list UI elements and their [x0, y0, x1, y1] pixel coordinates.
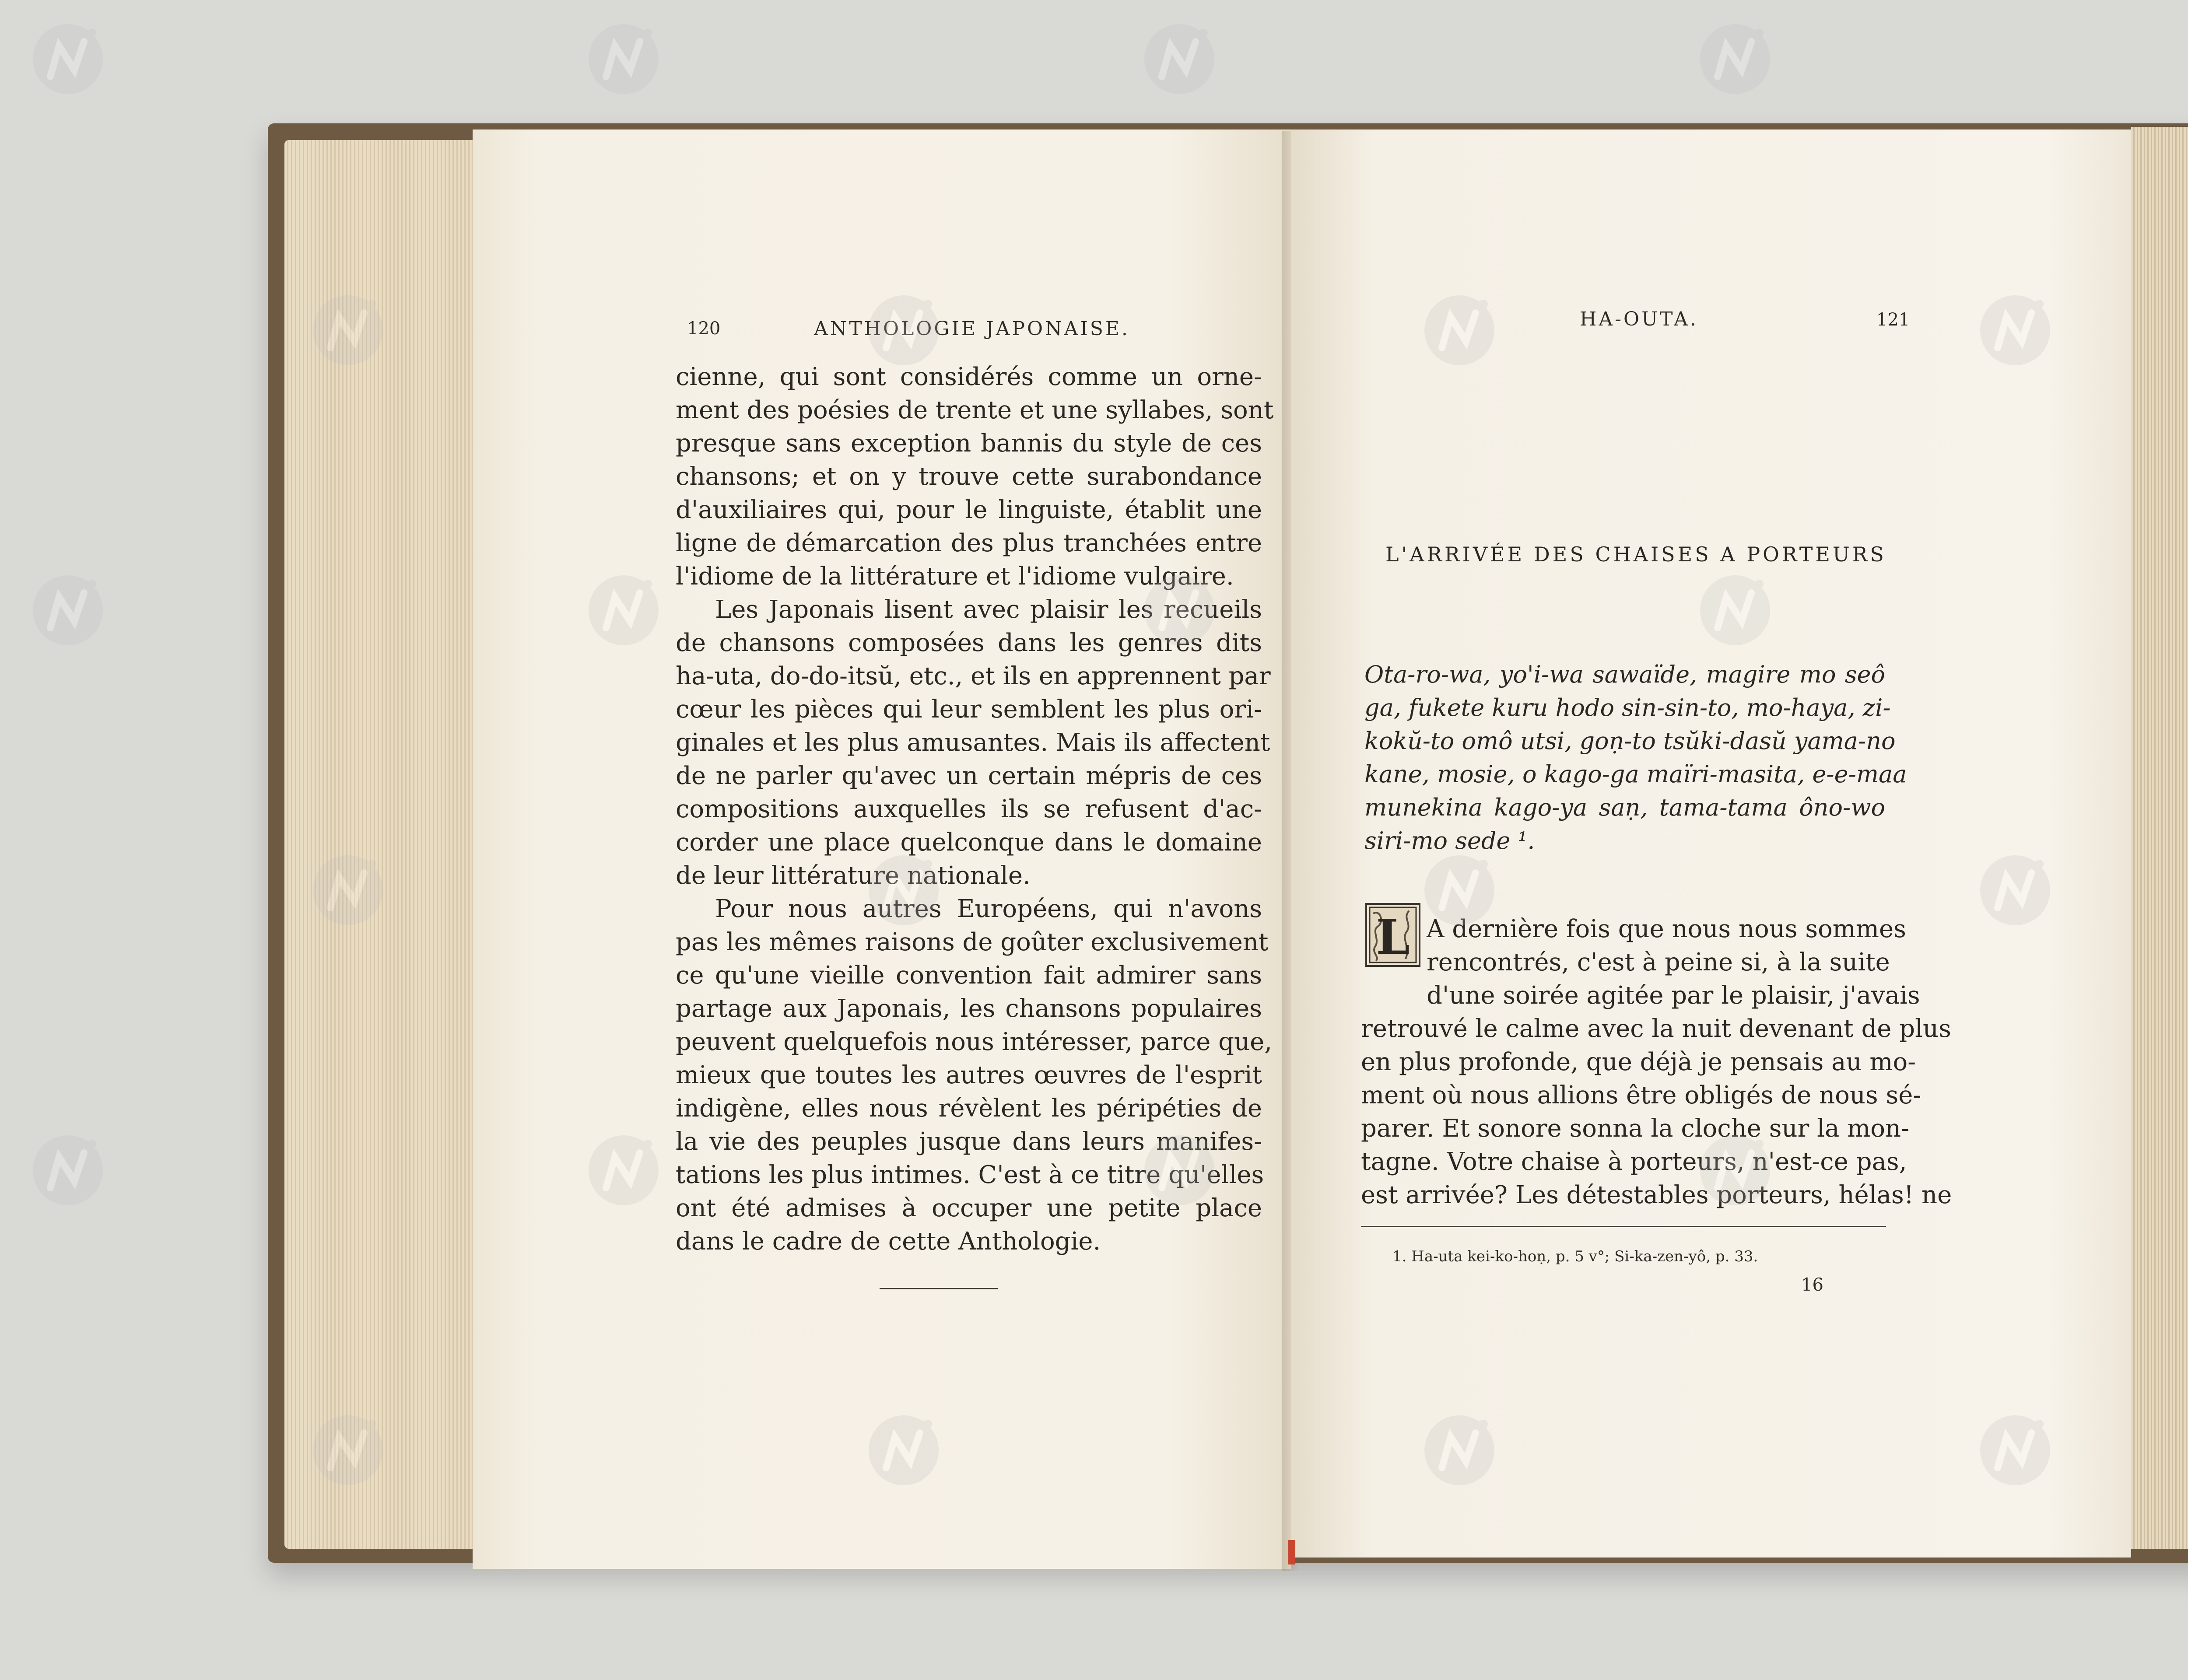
watermark-logo-icon: [306, 1409, 389, 1492]
left-running-head: ANTHOLOGIE JAPONAISE.: [814, 318, 1130, 340]
watermark-logo-icon: [582, 18, 665, 101]
watermark-logo-icon: [862, 1409, 945, 1492]
watermark-logo-icon: [862, 849, 945, 932]
verse-line: kane, mosie, o kago-ga maïri-masita, e-e-maa: [1364, 760, 1907, 788]
text-line: A dernière fois que nous nous sommes: [1427, 915, 1906, 943]
text-line: de leur littérature nationale.: [676, 861, 1031, 890]
watermark-logo-icon: [1694, 1129, 1777, 1212]
text-line: la vie des peuples jusque dans leurs manifes-: [676, 1127, 1262, 1156]
watermark-logo-icon: [26, 569, 109, 652]
watermark-logo-icon: [1138, 18, 1221, 101]
romanized-verse: [1364, 658, 1907, 858]
drop-cap-letter: L: [1376, 909, 1410, 965]
footnote-rule: [1361, 1226, 1886, 1227]
verse-line: Ota-ro-wa, yo'i-wa sawaïde, magire mo seô: [1364, 661, 1885, 688]
page-edges-right: [2131, 127, 2188, 1549]
watermark-logo-icon: [1694, 569, 1777, 652]
verse-line: siri-mo sede ¹.: [1364, 827, 1535, 854]
text-line: est arrivée? Les détestables porteurs, hélas! ne: [1361, 1181, 1952, 1209]
watermark-logo-icon: [1694, 18, 1777, 101]
text-line: retrouvé le calme avec la nuit devenant de plus: [1361, 1015, 1951, 1043]
watermark-logo-icon: [582, 569, 665, 652]
text-line: ligne de démarcation des plus tranchées entre: [676, 529, 1262, 557]
right-running-head: HA-OUTA.: [1580, 308, 1698, 330]
text-line: compositions auxquelles ils se refusent d'ac-: [676, 795, 1262, 823]
verse-line: ga, fukete kuru hodo sin-sin-to, mo-haya, zi-: [1364, 694, 1891, 721]
watermark-logo-icon: [1418, 289, 1501, 372]
watermark-logo-icon: [1974, 849, 2057, 932]
text-line: ha-uta, do-do-itsŭ, etc., et ils en apprennent par: [676, 662, 1271, 690]
watermark-logo-icon: [26, 1129, 109, 1212]
text-line: cienne, qui sont considérés comme un orne-: [676, 363, 1262, 391]
section-title: L'ARRIVÉE DES CHAISES A PORTEURS: [1385, 542, 1886, 566]
text-line: ment des poésies de trente et une syllabes, sont: [676, 396, 1274, 424]
text-line: d'une soirée agitée par le plaisir, j'avais: [1427, 981, 1920, 1010]
watermark-logo-icon: [1138, 1129, 1221, 1212]
text-line: de ne parler qu'avec un certain mépris de ces: [676, 762, 1262, 790]
text-line: Les Japonais lisent avec plaisir les recueils: [715, 595, 1262, 624]
text-line: rencontrés, c'est à peine si, à la suite: [1427, 948, 1890, 976]
watermark-logo-icon: [306, 849, 389, 932]
text-line: Pour nous autres Européens, qui n'avons: [715, 895, 1262, 923]
text-line: l'idiome de la littérature et l'idiome vulgaire.: [676, 562, 1234, 591]
text-line: cœur les pièces qui leur semblent les plus ori-: [676, 695, 1262, 724]
watermark-logo-icon: [1418, 849, 1501, 932]
right-body-text: [1361, 913, 1952, 1212]
verse-line: kokŭ-to omô utsi, goṇ-to tsŭki-dasŭ yama-no: [1364, 727, 1896, 755]
text-line: peuvent quelquefois nous intéresser, parce que,: [676, 1028, 1273, 1056]
text-line: en plus profonde, que déjà je pensais au mo-: [1361, 1048, 1916, 1076]
text-line: ment où nous allions être obligés de nous sé-: [1361, 1081, 1922, 1110]
watermark-logo-icon: [26, 18, 109, 101]
text-line: d'auxiliaires qui, pour le linguiste, établit une: [676, 496, 1262, 524]
verse-line: munekina kago-ya saṇ, tama-tama ôno-wo: [1364, 794, 1885, 821]
text-line: pas les mêmes raisons de goûter exclusivement: [676, 928, 1269, 956]
spine-ribbon: [1288, 1540, 1295, 1564]
watermark-logo-icon: [862, 289, 945, 372]
text-line: presque sans exception bannis du style de ces: [676, 429, 1262, 458]
watermark-logo-icon: [1138, 569, 1221, 652]
text-line: ce qu'une vieille convention fait admirer sans: [676, 961, 1262, 990]
signature-mark: 16: [1801, 1275, 1823, 1295]
watermark-logo-icon: [1418, 1409, 1501, 1492]
watermark-logo-icon: [306, 289, 389, 372]
text-line: parer. Et sonore sonna la cloche sur la mon-: [1361, 1114, 1909, 1143]
right-page-number: 121: [1876, 310, 1910, 330]
watermark-logo-icon: [1974, 289, 2057, 372]
text-line: tagne. Votre chaise à porteurs, n'est-ce pas,: [1361, 1148, 1907, 1176]
end-rule: [880, 1288, 998, 1289]
left-page-number: 120: [687, 318, 721, 339]
footnote: 1. Ha-uta kei-ko-hoṇ, p. 5 v°; Si-ka-zen-yô, p. 33.: [1392, 1248, 1758, 1265]
text-line: ont été admises à occuper une petite place: [676, 1194, 1262, 1222]
text-line: indigène, elles nous révèlent les péripéties de: [676, 1094, 1262, 1123]
text-line: mieux que toutes les autres œuvres de l'esprit: [676, 1061, 1262, 1089]
text-line: partage aux Japonais, les chansons populaires: [676, 994, 1262, 1023]
watermark-logo-icon: [1974, 1409, 2057, 1492]
text-line: ginales et les plus amusantes. Mais ils affectent: [676, 728, 1270, 757]
text-line: dans le cadre de cette Anthologie.: [676, 1227, 1101, 1256]
text-line: de chansons composées dans les genres dits: [676, 629, 1262, 657]
text-line: chansons; et on y trouve cette surabondance: [676, 462, 1262, 491]
text-line: tations les plus intimes. C'est à ce titre qu'elles: [676, 1161, 1264, 1189]
left-body-text: [676, 360, 1274, 1258]
text-line: corder une place quelconque dans le domaine: [676, 828, 1262, 857]
watermark-logo-icon: [582, 1129, 665, 1212]
